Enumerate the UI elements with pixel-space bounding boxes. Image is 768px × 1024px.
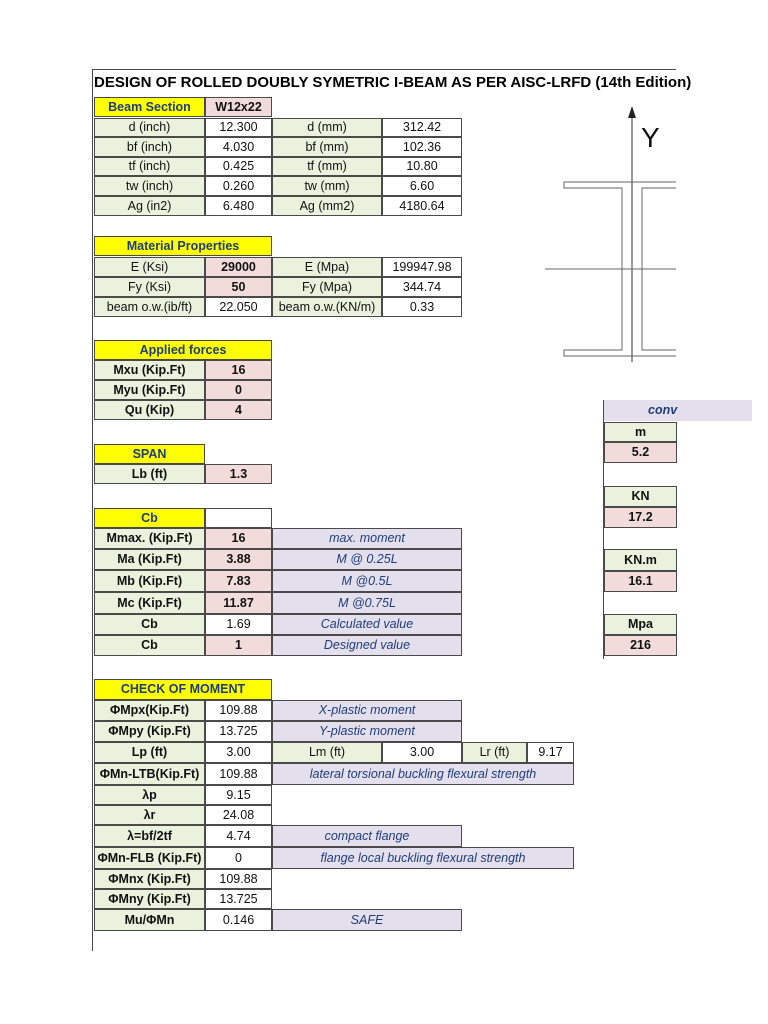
- cb-value[interactable]: 3.88: [205, 549, 272, 570]
- conv-value: 5.2: [604, 442, 677, 463]
- safe-status: SAFE: [272, 909, 462, 931]
- conv-unit: m: [604, 422, 677, 442]
- cb-note: Designed value: [272, 635, 462, 656]
- section-label-mm: tf (mm): [272, 157, 382, 176]
- lambda-p-value: 9.15: [205, 785, 272, 805]
- cb-value: 1.69: [205, 614, 272, 635]
- phi-mpx-note: X-plastic moment: [272, 700, 462, 721]
- span-label: Lb (ft): [94, 464, 205, 484]
- lp-value: 3.00: [205, 742, 272, 763]
- section-label-mm: tw (mm): [272, 176, 382, 196]
- conv-value: 17.2: [604, 507, 677, 528]
- flb-note: flange local buckling flexural strength: [272, 847, 574, 869]
- cb-label: Mmax. (Kip.Ft): [94, 528, 205, 549]
- lm-label: Lm (ft): [272, 742, 382, 763]
- forces-header: Applied forces: [94, 340, 272, 360]
- span-value[interactable]: 1.3: [205, 464, 272, 484]
- phi-mpy-note: Y-plastic moment: [272, 721, 462, 742]
- span-header: SPAN: [94, 444, 205, 464]
- ltb-value: 109.88: [205, 763, 272, 785]
- phi-mpx-value: 109.88: [205, 700, 272, 721]
- forces-label: Myu (Kip.Ft): [94, 380, 205, 400]
- section-value: 0.260: [205, 176, 272, 196]
- forces-value[interactable]: 0: [205, 380, 272, 400]
- lambda-value: 4.74: [205, 825, 272, 847]
- beam-section-header: Beam Section: [94, 97, 205, 117]
- conv-unit: KN.m: [604, 549, 677, 571]
- lm-value: 3.00: [382, 742, 462, 763]
- ltb-note: lateral torsional buckling flexural strength: [272, 763, 574, 785]
- material-value[interactable]: 50: [205, 277, 272, 297]
- section-value: 4.030: [205, 137, 272, 157]
- section-label: d (inch): [94, 118, 205, 137]
- section-value-mm: 6.60: [382, 176, 462, 196]
- lr-label: Lr (ft): [462, 742, 527, 763]
- y-axis-arrow-icon: [628, 106, 636, 118]
- material-value: 22.050: [205, 297, 272, 317]
- material-label: E (Ksi): [94, 257, 205, 277]
- cb-value[interactable]: 11.87: [205, 592, 272, 614]
- cb-label: Mb (Kip.Ft): [94, 570, 205, 592]
- section-label-mm: d (mm): [272, 118, 382, 137]
- ltb-label: ΦMn-LTB(Kip.Ft): [94, 763, 205, 785]
- flb-value: 0: [205, 847, 272, 869]
- lambda-label: λ=bf/2tf: [94, 825, 205, 847]
- lr-value: 9.17: [527, 742, 574, 763]
- forces-value[interactable]: 16: [205, 360, 272, 380]
- section-value: 12.300: [205, 118, 272, 137]
- material-label: Fy (Ksi): [94, 277, 205, 297]
- material-label: beam o.w.(ib/ft): [94, 297, 205, 317]
- sheet-top-border: [92, 69, 676, 70]
- section-value-mm: 4180.64: [382, 196, 462, 216]
- section-label: tf (inch): [94, 157, 205, 176]
- phi-mpy-value: 13.725: [205, 721, 272, 742]
- forces-label: Mxu (Kip.Ft): [94, 360, 205, 380]
- material-value[interactable]: 29000: [205, 257, 272, 277]
- cb-label: Mc (Kip.Ft): [94, 592, 205, 614]
- phi-mnx-label: ΦMnx (Kip.Ft): [94, 869, 205, 889]
- material-value-si: 199947.98: [382, 257, 462, 277]
- section-value-mm: 312.42: [382, 118, 462, 137]
- phi-mny-value: 13.725: [205, 889, 272, 909]
- cb-label: Ma (Kip.Ft): [94, 549, 205, 570]
- cb-note: M @ 0.25L: [272, 549, 462, 570]
- section-label: bf (inch): [94, 137, 205, 157]
- lambda-note: compact flange: [272, 825, 462, 847]
- section-label-mm: Ag (mm2): [272, 196, 382, 216]
- page-title: DESIGN OF ROLLED DOUBLY SYMETRIC I-BEAM AS PER AISC-LRFD (14th Edition): [94, 74, 692, 91]
- lp-label: Lp (ft): [94, 742, 205, 763]
- section-value-mm: 10.80: [382, 157, 462, 176]
- ratio-value: 0.146: [205, 909, 272, 931]
- phi-mnx-value: 109.88: [205, 869, 272, 889]
- material-label-si: Fy (Mpa): [272, 277, 382, 297]
- sheet-left-border: [92, 69, 93, 951]
- conv-unit: KN: [604, 486, 677, 507]
- material-value-si: 344.74: [382, 277, 462, 297]
- conv-value: 216: [604, 635, 677, 656]
- material-header: Material Properties: [94, 236, 272, 256]
- material-label-si: E (Mpa): [272, 257, 382, 277]
- cb-header-blank: [205, 508, 272, 528]
- section-label: Ag (in2): [94, 196, 205, 216]
- section-value: 6.480: [205, 196, 272, 216]
- cb-value[interactable]: 16: [205, 528, 272, 549]
- flb-label: ΦMn-FLB (Kip.Ft): [94, 847, 205, 869]
- cb-value[interactable]: 7.83: [205, 570, 272, 592]
- section-label-mm: bf (mm): [272, 137, 382, 157]
- cb-label: Cb: [94, 614, 205, 635]
- moment-header: CHECK OF MOMENT: [94, 679, 272, 700]
- section-value-mm: 102.36: [382, 137, 462, 157]
- forces-value[interactable]: 4: [205, 400, 272, 420]
- ratio-label: Mu/ΦMn: [94, 909, 205, 931]
- conv-value: 16.1: [604, 571, 677, 592]
- phi-mny-label: ΦMny (Kip.Ft): [94, 889, 205, 909]
- material-value-si: 0.33: [382, 297, 462, 317]
- phi-mpy-label: ΦMpy (Kip.Ft): [94, 721, 205, 742]
- cb-header: Cb: [94, 508, 205, 528]
- lambda-p-label: λp: [94, 785, 205, 805]
- y-axis-label: Y: [641, 122, 660, 153]
- cb-note: max. moment: [272, 528, 462, 549]
- lambda-r-label: λr: [94, 805, 205, 825]
- forces-label: Qu (Kip): [94, 400, 205, 420]
- cb-note: Calculated value: [272, 614, 462, 635]
- cb-value[interactable]: 1: [205, 635, 272, 656]
- beam-section-value[interactable]: W12x22: [205, 97, 272, 117]
- cb-note: M @0.75L: [272, 592, 462, 614]
- section-value: 0.425: [205, 157, 272, 176]
- cb-note: M @0.5L: [272, 570, 462, 592]
- material-label-si: beam o.w.(KN/m): [272, 297, 382, 317]
- lambda-r-value: 24.08: [205, 805, 272, 825]
- section-label: tw (inch): [94, 176, 205, 196]
- conv-unit: Mpa: [604, 614, 677, 635]
- conversion-header: conv: [604, 400, 752, 421]
- cb-label: Cb: [94, 635, 205, 656]
- phi-mpx-label: ΦMpx(Kip.Ft): [94, 700, 205, 721]
